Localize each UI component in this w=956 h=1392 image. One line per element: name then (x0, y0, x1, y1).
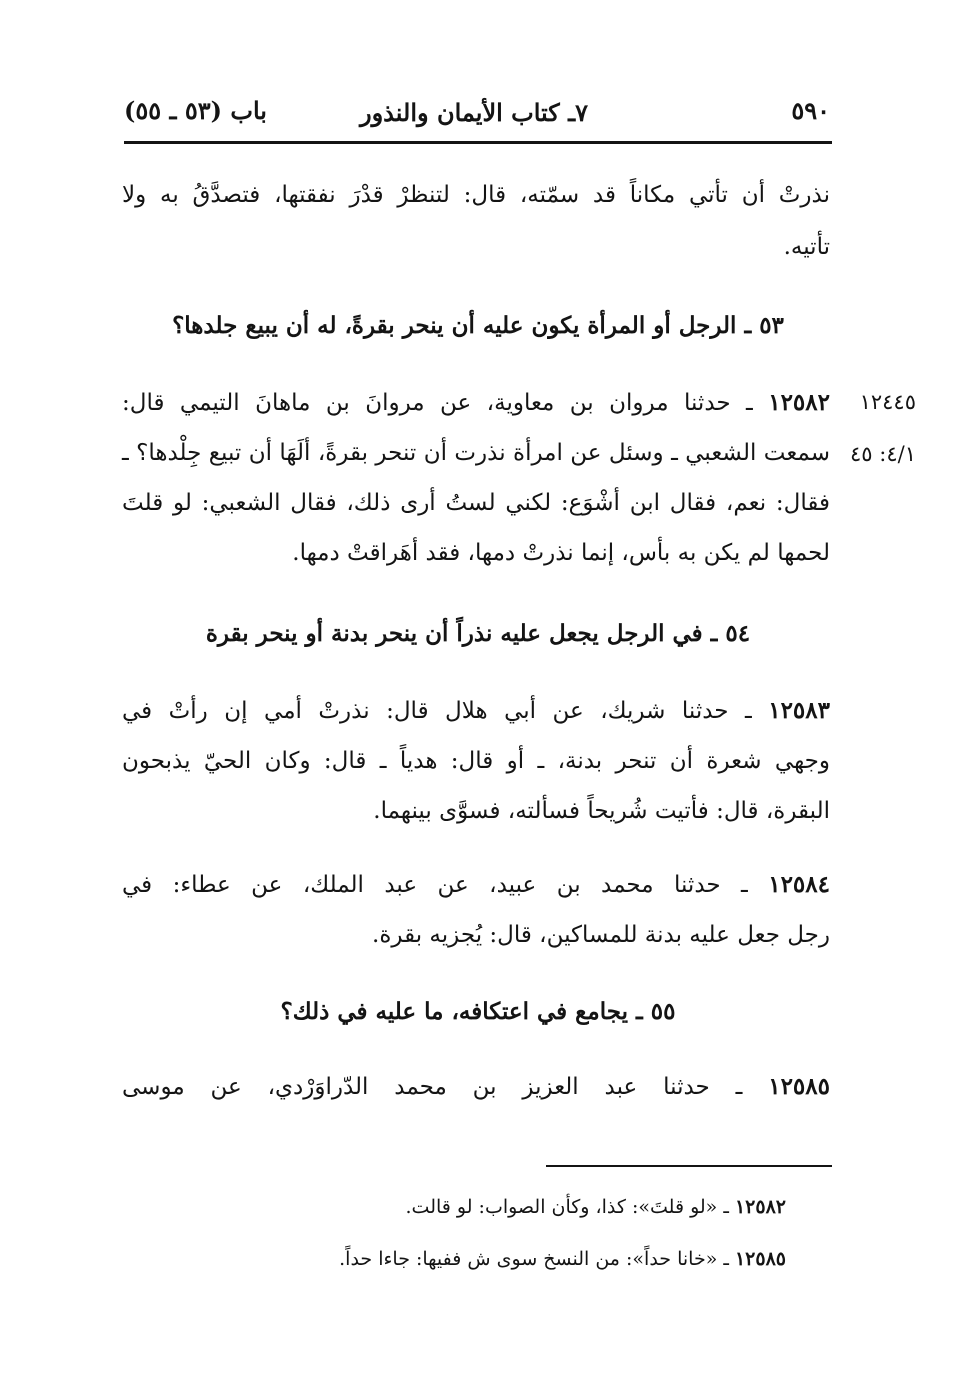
section-53-heading: ٥٣ ـ الرجل أو المرأة يكون عليه أن ينحر بقرةً، له أن يبيع جلدها؟ (172, 312, 784, 339)
hadith-text: ـ حدثنا محمد بن عبيد، عن عبد الملك، عن عطاء: في (122, 872, 748, 898)
margin-note-1: ١٢٤٤٥ (859, 390, 916, 414)
header-rule (124, 141, 832, 144)
footnote-number: ١٢٥٨٥ (734, 1248, 786, 1270)
page-number: ٥٩٠ (791, 96, 830, 125)
footnote-rule (546, 1165, 832, 1167)
footnote-text: ـ «خانا حداً»: من النسخ سوى ش ففيها: جاءا حداً. (339, 1248, 729, 1270)
hadith-12582-line-3: فقال: نعم، فقال ابن أشْوَع: لكني لستُ أرى ذلك، فقال الشعبي: لو قلتَ (122, 490, 830, 516)
chapter-range: باب (٥٣ ـ ٥٥) (124, 96, 267, 125)
footnote-number: ١٢٥٨٢ (734, 1196, 786, 1218)
hadith-12584-line-2: رجل جعل عليه بدنة للمساكين، قال: يُجزيه بقرة. (372, 922, 830, 948)
section-54-heading: ٥٤ ـ في الرجل يجعل عليه نذراً أن ينحر بدنة أو ينحر بقرة (205, 620, 751, 647)
hadith-number: ١٢٥٨٣ (768, 697, 830, 724)
footnote-2 (339, 1248, 786, 1270)
hadith-12583-line-2: وجهي شعرة أن تنحر بدنة، ـ أو قال: هدياً ـ قال: وكان الحيّ يذبحون (122, 748, 830, 774)
footnote-1 (406, 1196, 787, 1218)
hadith-text: ـ حدثنا شريك، عن أبي هلال قال: نذرتْ أمي إن رأتْ في (122, 698, 752, 724)
hadith-12582-line-2: سمعت الشعبي ـ وسئل عن امرأة نذرت أن تنحر بقرةً، ألَهَا أن تبيع جِلْدها؟ ـ (122, 440, 830, 466)
section-55-heading: ٥٥ ـ يجامع في اعتكافه، ما عليه في ذلك؟ (280, 998, 676, 1025)
footnote-text: ـ «لو قلتَ»: كذا، وكأن الصواب: لو قالت. (405, 1196, 729, 1218)
hadith-text: ـ حدثنا عبد العزيز بن محمد الدّراوَرْدي، عن موسى (122, 1074, 743, 1100)
hadith-text: ـ حدثنا مروان بن معاوية، عن مروانَ بن ماهانَ التيمي قال: (122, 390, 753, 416)
hadith-12582-line-1 (122, 388, 830, 418)
hadith-number: ١٢٥٨٤ (768, 871, 830, 898)
intro-line-2: تأتيه. (783, 234, 830, 260)
hadith-12585-line-1 (122, 1072, 830, 1102)
hadith-number: ١٢٥٨٢ (768, 389, 830, 416)
intro-line-1: نذرتْ أن تأتي مكاناً قد سمّته، قال: لتنظرْ قدْرَ نفقتها، فتصدَّقُ به ولا (122, 182, 830, 208)
hadith-12584-line-1 (122, 870, 830, 900)
hadith-12583-line-1 (122, 696, 830, 726)
hadith-12582-line-4: لحمها لم يكن به بأس، إنما نذرتْ دمها، فقد أهَراقتْ دمها. (292, 540, 830, 566)
margin-note-2: ٤/١: ٤٥ (850, 442, 916, 466)
hadith-number: ١٢٥٨٥ (768, 1073, 830, 1100)
hadith-12583-line-3: البقرة، قال: فأتيت شُريحاً فسألته، فسوَّى بينهما. (373, 798, 830, 824)
book-title: ٧ـ كتاب الأيمان والنذور (360, 98, 588, 127)
